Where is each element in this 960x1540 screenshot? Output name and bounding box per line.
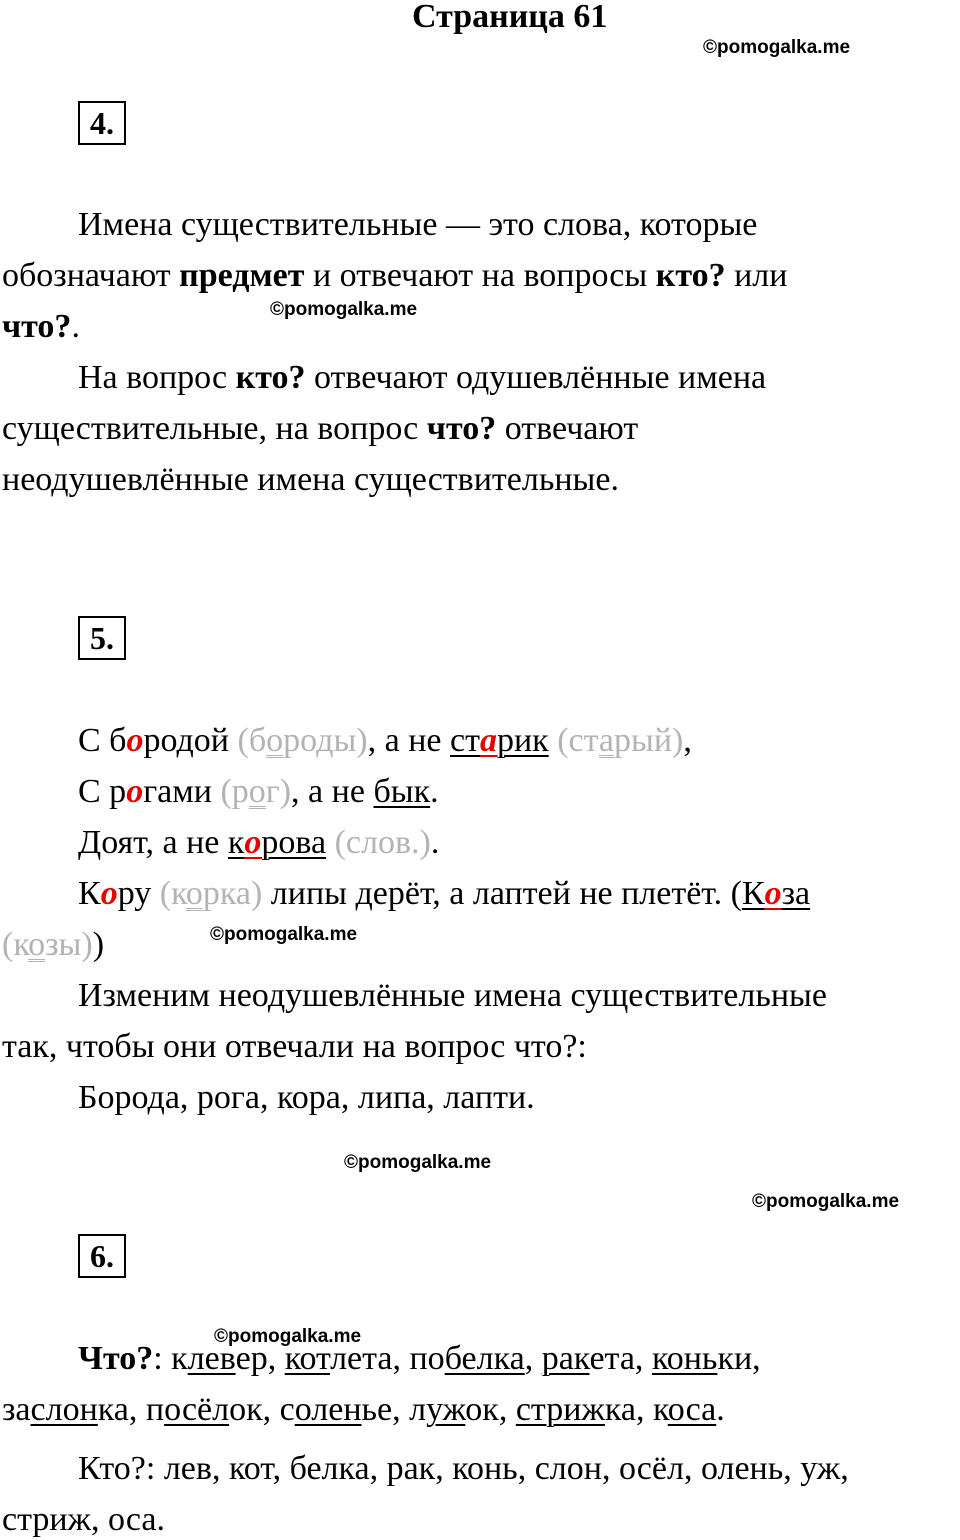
- task-5-line-6: Изменим неодушевлённые имена существительные: [78, 977, 827, 1014]
- riddle-line-4: Кору (корка) липы дерёт, а лаптей не плетёт. (Коза: [78, 875, 811, 912]
- watermark: ©pomogalka.me: [210, 924, 358, 945]
- task-6-line-1: Что?: клевер, котлета, побелка, ракета, коньки,: [78, 1340, 761, 1377]
- task-4-line-3: что?.: [2, 308, 80, 345]
- task-6-number: 6.: [78, 1234, 126, 1278]
- watermark: ©pomogalka.me: [344, 1152, 492, 1173]
- task-4-line-2: обозначают предмет и отвечают на вопросы кто? или: [2, 257, 788, 294]
- task-5-line-8: Борода, рога, кора, липа, лапти.: [78, 1079, 535, 1116]
- riddle-line-1: С бородой (бороды), а не старик (старый),: [78, 722, 692, 759]
- riddle-line-5: (козы)): [2, 926, 105, 963]
- page-title: Страница 61: [412, 0, 608, 35]
- task-4-line-5: существительные, на вопрос что? отвечают: [2, 410, 639, 447]
- watermark: ©pomogalka.me: [752, 1191, 900, 1212]
- task-4-line-4: На вопрос кто? отвечают одушевлённые имена: [78, 359, 767, 396]
- watermark: ©pomogalka.me: [703, 37, 851, 58]
- task-4-number: 4.: [78, 101, 126, 145]
- watermark: ©pomogalka.me: [270, 299, 418, 320]
- riddle-line-2: С рогами (рог), а не бык.: [78, 773, 439, 810]
- task-6-line-3: Кто?: лев, кот, белка, рак, конь, слон, осёл, олень, уж,: [78, 1450, 849, 1487]
- watermark: ©pomogalka.me: [214, 1326, 362, 1347]
- task-4-line-6: неодушевлённые имена существительные.: [2, 461, 619, 498]
- task-5-number: 5.: [78, 616, 126, 660]
- task-4-line-1: Имена существительные — это слова, которые: [78, 206, 758, 243]
- task-6-line-4: стриж, оса.: [2, 1501, 165, 1538]
- task-6-line-2: заслонка, посёлок, соленье, лужок, стрижка, коса.: [2, 1391, 725, 1428]
- task-5-line-7: так, чтобы они отвечали на вопрос что?:: [2, 1028, 587, 1065]
- riddle-line-3: Доят, а не корова (слов.).: [78, 824, 440, 861]
